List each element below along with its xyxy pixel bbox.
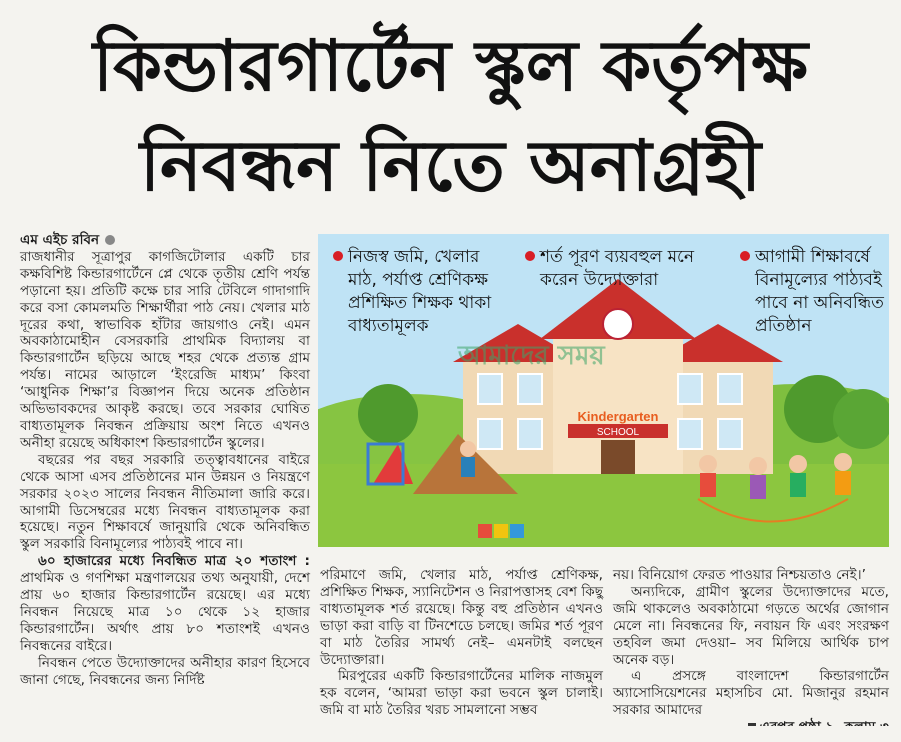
paragraph: নিবন্ধন পেতে উদ্যোক্তাদের অনীহার কারণ হিসেবে জানা গেছে, নিবন্ধনের জন্য নির্দিষ্ট	[20, 654, 310, 688]
paragraph: এ প্রসঙ্গে বাংলাদেশ কিন্ডারগার্টেন অ্যাসোসিয়েশনের মহাসচিব মো. মিজানুর রহমান সরকার আমাদের	[613, 668, 889, 719]
watermark: আমাদের সময়	[458, 341, 605, 371]
paragraph: নয়। বিনিয়োগ ফেরত পাওয়ার নিশ্চয়তাও নেই।’	[613, 567, 866, 583]
subheading: ৬০ হাজারের মধ্যে নিবন্ধিত মাত্র ২০ শতাংশ :	[38, 553, 310, 570]
headline-line-2: নিবন্ধন নিতে অনাগ্রহী	[139, 125, 762, 207]
bottom-edge	[0, 726, 901, 742]
kindergarten-sign: Kindergarten	[577, 409, 659, 424]
toy-block	[478, 524, 492, 538]
kindergarten-illustration	[318, 234, 889, 547]
callout-3-text: আগামী শিক্ষাবর্ষে বিনামূল্যের পাঠ্যবই পাবে না অনিবন্ধিত প্রতিষ্ঠান	[755, 247, 884, 336]
toy-block	[510, 524, 524, 538]
round-window	[603, 309, 633, 339]
article-column-3	[613, 567, 889, 736]
red-bullet-icon	[333, 251, 343, 261]
byline	[20, 232, 115, 249]
callout-3	[755, 246, 885, 338]
paragraph: বছরের পর বছর সরকারি তত্ত্বাবধানের বাইরে থেকে আসা এসব প্রতিষ্ঠানের মান উন্নয়ন ও নিয়ন্ত্রণে সরকার ২০২৩ সালের নিবন্ধন নীতিমালা জারি করে। আগামী ডিসেম্বরের মধ্যে নিবন্ধন বাধ্যতামূলক করা হয়েছে। নতুন শিক্ষাবর্ষে জানুয়ারি থেকে অনিবন্ধিত স্কুল সরকারি বিনামূল্যের পাঠ্যবই পাবে না।	[20, 451, 310, 553]
callout-1	[348, 246, 498, 338]
byline-name: এম এইচ রবিন	[20, 232, 100, 248]
paragraph: মিরপুরের একটি কিন্ডারগার্টেনের মালিক নাজমুল হক বলেন, ‘আমরা ভাড়া করা ভবনে স্কুল চালাই। জমি বা মাঠ তৈরির খরচ সামলানো সম্ভব	[320, 668, 603, 719]
byline-dot-icon	[105, 235, 115, 245]
article-column-1	[20, 232, 310, 688]
paragraph: পরিমাণে জমি, খেলার মাঠ, পর্যাপ্ত শ্রেণিকক্ষ, প্রশিক্ষিত শিক্ষক, স্যানিটেশন ও নিরাপত্তাসহ বেশ কিছু বাধ্যতামূলক শর্ত রয়েছে। কিন্তু বহু প্রতিষ্ঠান এখনও ভাড়া করা বাড়ি বা টিনশেডে চলছে। জমির শর্ত পূরণ বা মাঠ তৈরির সামর্থ্য নেই– এমনটাই বলছেন উদ্যোক্তারা।	[320, 567, 603, 668]
paragraph: অন্যদিকে, গ্রামীণ স্কুলের উদ্যোক্তাদের মতে, জমি থাকলেও অবকাঠামো গড়তে অর্থের জোগান মেলে না। নিবন্ধনের ফি, নবায়ন ফি এবং সংরক্ষণ তহবিল জমা দেওয়া– সব মিলিয়ে আর্থিক চাপ অনেক বড়।	[613, 583, 889, 668]
red-bullet-icon	[525, 251, 535, 261]
headline-line-1: কিন্ডারগার্টেন স্কুল কর্তৃপক্ষ	[93, 25, 808, 107]
paragraph: প্রাথমিক ও গণশিক্ষা মন্ত্রণালয়ের তথ্য অনুযায়ী, দেশে প্রায় ৬০ হাজার কিন্ডারগার্টেন রয়েছে। এর মধ্যে নিবন্ধন নিয়েছে মাত্র ১০ থেকে ১২ হাজার কিন্ডারগার্টেন। অর্থাৎ প্রায় ৮০ শতাংশই এখনও নিবন্ধনের বাইরে।	[20, 570, 310, 654]
callout-2-text: শর্ত পূরণ ব্যয়বহুল মনে করেন উদ্যোক্তারা	[540, 247, 695, 290]
callout-2	[540, 246, 730, 292]
article-column-2	[320, 567, 603, 719]
tree	[358, 384, 418, 444]
door	[601, 440, 635, 474]
callout-1-text: নিজস্ব জমি, খেলার মাঠ, পর্যাপ্ত শ্রেণিকক্ষ প্রশিক্ষিত শিক্ষক থাকা বাধ্যতামূলক	[348, 247, 492, 336]
toy-block	[494, 524, 508, 538]
paragraph: রাজধানীর সূত্রাপুর কাগজিটোলার একটি চার কক্ষবিশিষ্ট কিন্ডারগার্টেনে প্লে থেকে তৃতীয় শ্রেণি পর্যন্ত পড়ানো হয়। প্রতিটি কক্ষে চার সারি টেবিলে গাদাগাদি করে বসা কোমলমতি শিক্ষার্থীরা পাঠ নেয়। খেলার মাঠ দূরের কথা, স্বাভাবিক হাঁটার জায়গাও নেই। এমন অবকাঠামোহীন বেসরকারি প্রাথমিক বিদ্যালয় বা কিন্ডারগার্টেন ছড়িয়ে আছে শহর থেকে প্রত্যন্ত গ্রাম পর্যন্ত। নামের আড়ালে ‘ইংরেজি মাধ্যম’ কিংবা ‘আধুনিক শিক্ষা’র বিজ্ঞাপন দিয়ে অনেক প্রতিষ্ঠান অভিভাবকদের আকৃষ্ট করছে। তবে সরকার ঘোষিত বাধ্যতামূলক নিবন্ধন প্রক্রিয়ায় অংশ নিতে এখনও অনীহা রয়েছে অধিকাংশ কিন্ডারগার্টেন স্কুলের।	[20, 248, 310, 451]
school-label: SCHOOL	[596, 427, 640, 438]
red-bullet-icon	[740, 251, 750, 261]
